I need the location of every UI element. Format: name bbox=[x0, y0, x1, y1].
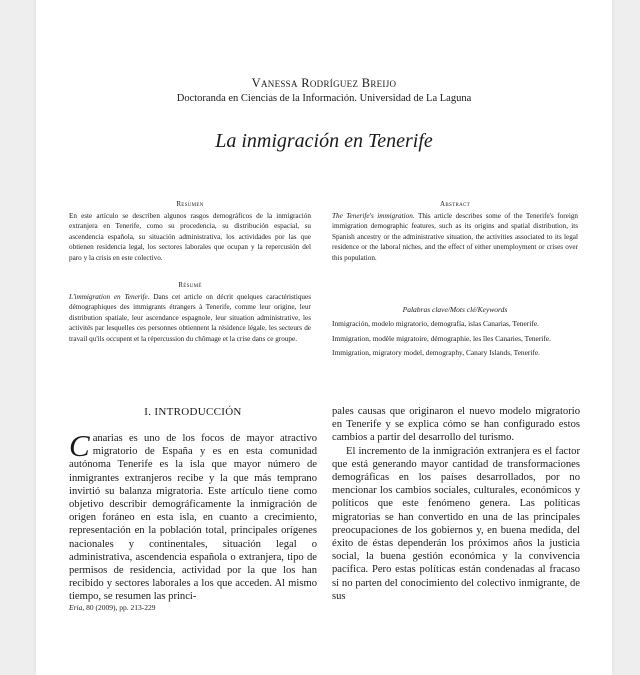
abstract-body: This article describes some of the Tenerife's foreign immigration demographic features, such as its origins and spatial distribution, its Spanish ancestry or the administrative situation, the activities associated to its legal residence or the laboral niches, and the effect of either unemployment or crises over this population. bbox=[332, 212, 579, 262]
keywords-french: Immigration, modèle migratoire, démographie, les îles Canaries, Tenerife. bbox=[332, 334, 551, 343]
article-title: La inmigración en Tenerife bbox=[215, 130, 433, 152]
keywords-heading: Palabras clave/Mots clé/Keywords bbox=[402, 305, 508, 314]
body-column-left bbox=[69, 428, 317, 604]
author-first-name: Vanessa bbox=[251, 76, 298, 90]
section-title: I. INTRODUCCIÓN bbox=[144, 406, 242, 418]
author-name bbox=[36, 76, 612, 91]
intro-paragraph: anarias es uno de los focos de mayor atractivo migratorio de España y es en esta comunidad autónoma Tenerife es la isla que mayor número de inmigrantes extranjeros recibe y la que más temprano invirtió su balanza migratoria. Este artículo tiene como objetivo describir demográficamente la inmigración de origen foráneo en esta isla, en cuanto a crecimiento, representación en la población total, principales orígenes nacionales y continentales, situación legal o administrativa, ascendencia española o extranjera, tipo de permisos de residencia, actividad por la que los han recibido y sectores laborales a los que acceden. Al mismo tiempo, se resumen las princi- bbox=[69, 433, 317, 603]
resume-text bbox=[69, 292, 311, 344]
resume-lead: L'immigration en Tenerife. bbox=[69, 293, 150, 301]
resume-body: Dans cet article on décrit quelques caractéristiques démographiques des immigrants étrangers à Tenerife, comme leur origine, leur distribution spatiale, leur ascendance espagnole, leur situation administrative, les activités par lesquelles ces personnes obtiennent la résidence légale, les secteurs de travail qu'ils occupent et la répercussion du chômage et la crise dans ce groupe. bbox=[69, 293, 312, 343]
paragraph-continued: pales causas que originaron el nuevo modelo migratorio en Tenerife y se explica cómo se han configurado estos cambios a partir del desarrollo del turismo. bbox=[332, 406, 580, 444]
journal-citation bbox=[69, 603, 155, 612]
resumen-text: En este artículo se describen algunos rasgos demográficos de la inmigración extranjera en Tenerife, como su procedencia, su distribución espacial, su ascendencia española, su situación administrativa, los actividades por las que obtienen residencia legal, los sectores laborales que ocupan y la repercusión del paro y la crisis en este colectivo. bbox=[69, 212, 311, 262]
paragraph-second: El incremento de la inmigración extranjera es el factor que está generando mayor cantidad de transformaciones demográficas en los países desarrollados, por no mencionar los cambios sociales, culturales, económicos y políticos que este fenómeno genera. Las políticas migratorias se han convertido en una de las principales preocupaciones de los gobiernos y, en buena medida, del éxito de éstas dependerán los próximos años la justicia social, la buena gestión económica y la convivencia pacífica. Pero estas políticas están condenadas al fracaso si no parten del conocimiento del colectivo inmigrante, de sus bbox=[332, 445, 580, 602]
keywords-english: Immigration, migratory model, demography, Canary Islands, Tenerife. bbox=[332, 348, 541, 357]
drop-cap: C bbox=[69, 428, 90, 463]
resumen-heading: Resumen bbox=[176, 200, 204, 208]
abstract-lead: The Tenerife's immigration. bbox=[332, 212, 415, 220]
body-column-right bbox=[332, 405, 580, 603]
author-last-name: Rodríguez Breijo bbox=[301, 76, 397, 90]
keywords-spanish: Inmigración, modelo migratorio, demografía, islas Canarias, Tenerife. bbox=[332, 319, 539, 328]
abstract-text bbox=[332, 211, 578, 263]
citation-details: 80 (2009), pp. 213-229 bbox=[86, 603, 156, 612]
author-affiliation: Doctoranda en Ciencias de la Información. Universidad de La Laguna bbox=[176, 93, 472, 104]
resume-heading: Résumé bbox=[178, 281, 202, 289]
abstract-heading: Abstract bbox=[440, 200, 470, 208]
document-page bbox=[36, 0, 612, 675]
journal-name: Eria, bbox=[69, 603, 85, 612]
